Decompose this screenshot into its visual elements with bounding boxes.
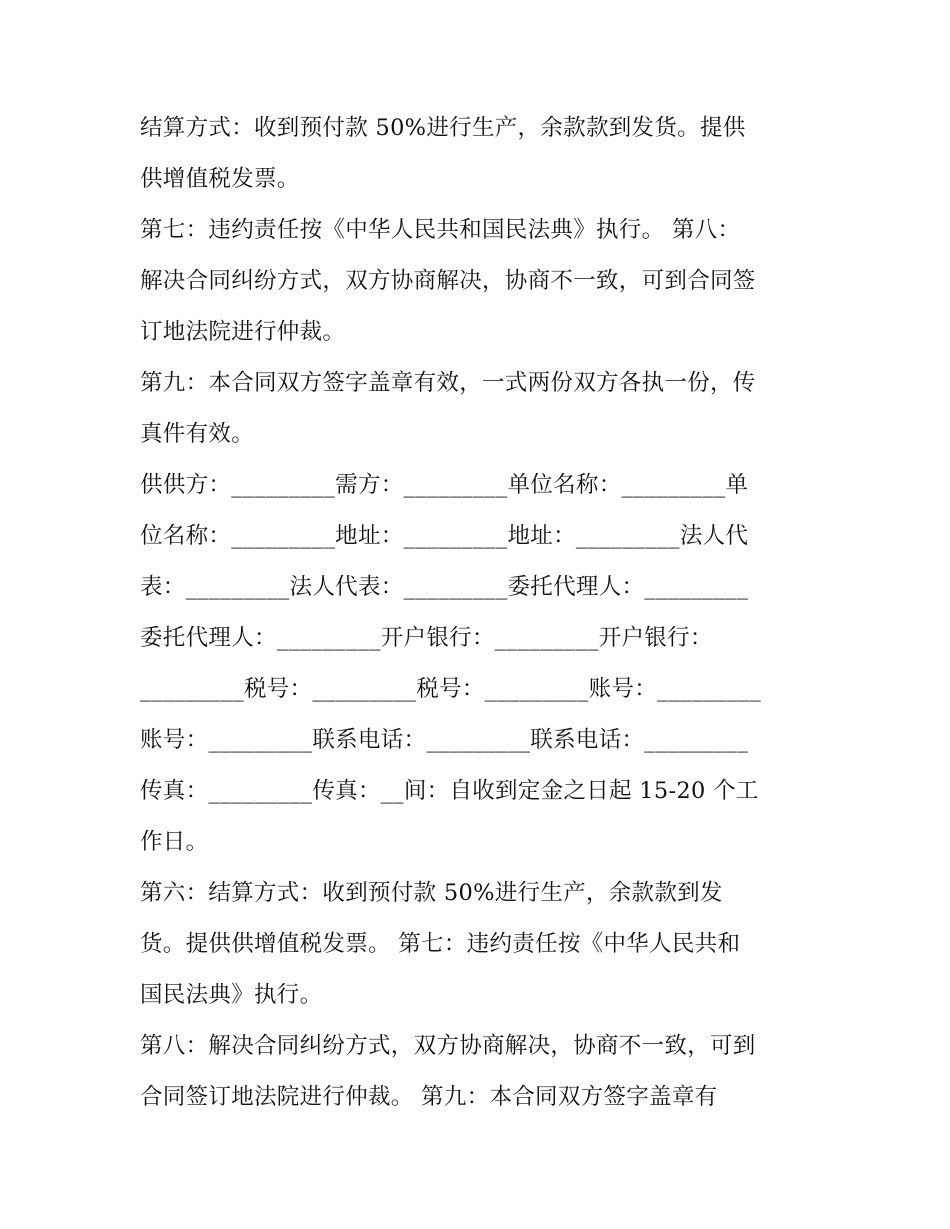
text-line: 合同签订地法院进行仲裁。 第九：本合同双方签字盖章有 (140, 1084, 718, 1110)
text-line: 供增值税发票。 (140, 166, 300, 192)
text-line: 第八：解决合同纠纷方式，双方协商解决，协商不一致，可到 (140, 1033, 756, 1059)
text-line: 账号：_________联系电话：_________联系电话：_________ (140, 727, 749, 753)
text-line: 解决合同纠纷方式，双方协商解决，协商不一致，可到合同签 (140, 268, 756, 294)
text-line: 第七：违约责任按《中华人民共和国民法典》执行。 第八： (140, 217, 741, 243)
text-line: _________税号：_________税号：_________账号：_________ (140, 676, 761, 702)
text-line: 委托代理人：_________开户银行：_________开户银行： (140, 625, 713, 651)
text-line: 订地法院进行仲裁。 (140, 319, 346, 345)
document-body (140, 103, 830, 1123)
text-line: 作日。 (140, 829, 209, 855)
text-line: 结算方式：收到预付款 50%进行生产，余款款到发货。提供 (140, 115, 746, 141)
text-line: 国民法典》执行。 (140, 982, 323, 1008)
text-line: 第九：本合同双方签字盖章有效，一式两份双方各执一份，传 (140, 370, 756, 396)
text-line: 真件有效。 (140, 421, 255, 447)
text-line: 表：_________法人代表：_________委托代理人：_________ (140, 574, 749, 600)
text-line: 位名称：_________地址：_________地址：_________法人代 (140, 523, 749, 549)
text-line: 供供方：_________需方：_________单位名称：_________单 (140, 472, 749, 498)
text-line: 传真：_________传真：__间：自收到定金之日起 15-20 个工 (140, 778, 759, 804)
text-line: 第六：结算方式：收到预付款 50%进行生产，余款款到发 (140, 880, 723, 906)
text-line: 货。提供供增值税发票。 第七：违约责任按《中华人民共和 (140, 931, 741, 957)
